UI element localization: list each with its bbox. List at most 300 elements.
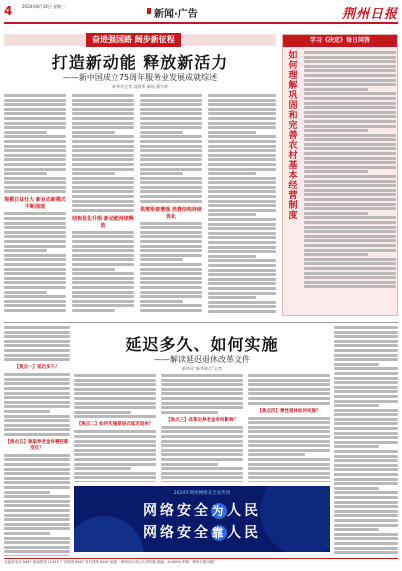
page-footer: 总编室电话 8467 新闻热线 12345 广告热线 8467 发行热线 8467 地址：荆州市沙市区江津东路 邮编：434000 印刷：荆州日报印刷厂	[4, 558, 398, 570]
body-text-line	[208, 145, 276, 148]
body-text-line	[140, 126, 202, 129]
body-text-line	[74, 458, 156, 461]
body-text-line	[334, 335, 398, 338]
body-text-line	[4, 481, 70, 484]
newspaper-logo: 荆州日报	[341, 7, 398, 22]
body-text-line	[4, 523, 70, 526]
body-text-line	[304, 83, 396, 86]
body-text-line	[208, 246, 276, 249]
body-text-line	[4, 286, 66, 289]
body-text-line	[208, 232, 276, 235]
body-text-line	[248, 444, 330, 447]
body-text-line	[161, 397, 243, 400]
body-text-line	[334, 524, 398, 527]
body-text-line	[4, 532, 50, 535]
ad-slogan-line-2	[74, 522, 330, 542]
body-text-line	[140, 277, 202, 280]
body-text-line	[4, 555, 70, 556]
body-text-line	[4, 154, 66, 157]
body-text-line	[140, 272, 202, 275]
body-text-line	[208, 296, 256, 299]
body-text-line	[304, 170, 368, 173]
body-text-line	[4, 226, 66, 229]
body-text-lines	[72, 231, 134, 314]
body-text-line	[161, 406, 243, 409]
body-text-line	[208, 126, 276, 129]
body-text-line	[74, 476, 156, 479]
body-text-line	[4, 428, 70, 431]
top-headline: 打造新动能 释放新活力	[51, 53, 229, 72]
body-text-line	[74, 383, 156, 386]
body-text-line	[140, 186, 202, 189]
body-text-line	[334, 377, 398, 380]
body-text-line	[4, 454, 70, 457]
right-column	[334, 326, 398, 556]
body-text-line	[4, 249, 47, 252]
body-text-line	[4, 172, 47, 175]
body-text-line	[334, 496, 398, 499]
body-text-line	[140, 154, 202, 157]
body-text-line	[72, 177, 134, 180]
body-text-line	[72, 268, 115, 271]
body-text-line	[248, 392, 330, 395]
body-text-lines	[208, 94, 276, 313]
body-text-line	[334, 427, 398, 430]
body-text-line	[208, 264, 276, 267]
body-text-line	[208, 292, 276, 295]
body-text-line	[72, 131, 115, 134]
body-text-line	[248, 453, 305, 456]
top-story	[4, 28, 398, 320]
body-text-line	[334, 363, 379, 366]
body-text-line	[334, 344, 398, 347]
body-text-line	[72, 149, 134, 152]
body-text-line	[4, 131, 47, 134]
body-text-line	[208, 154, 276, 157]
article-column	[248, 374, 330, 482]
body-text-line	[4, 112, 66, 115]
body-text-line	[140, 235, 202, 238]
body-text-line	[4, 240, 66, 243]
body-text-line	[4, 235, 66, 238]
body-text-line	[4, 396, 70, 399]
top-byline: 新华社记者 刘邦华 秦灿 潘为华	[112, 84, 168, 89]
body-text-line	[140, 268, 202, 271]
body-text-line	[304, 60, 396, 63]
body-text-line	[161, 449, 243, 452]
body-text-line	[4, 550, 70, 553]
body-text-line	[334, 537, 398, 540]
body-text-line	[304, 184, 396, 187]
body-text-lines	[72, 94, 134, 212]
body-text-line	[72, 309, 115, 312]
body-text-line	[304, 134, 396, 137]
body-text-line	[4, 135, 66, 138]
body-text-line	[140, 145, 202, 148]
body-text-line	[4, 401, 70, 404]
body-text-line	[208, 112, 276, 115]
body-text-line	[208, 168, 276, 171]
body-text-line	[304, 207, 396, 210]
body-text-line	[334, 464, 398, 467]
body-text-line	[4, 495, 70, 498]
body-text-line	[140, 140, 202, 143]
body-text-line	[304, 193, 396, 196]
body-text-line	[334, 551, 398, 554]
body-text-line	[72, 209, 134, 212]
body-text-line	[72, 163, 134, 166]
body-text-line	[334, 432, 398, 435]
bottom-subtitle: 【焦点三】改革后养老金有何影响？	[166, 417, 238, 423]
body-text-line	[140, 99, 202, 102]
body-text-line	[4, 222, 66, 225]
body-text-line	[304, 152, 396, 155]
body-text-line	[140, 108, 202, 111]
body-text-line	[208, 278, 276, 281]
body-text-line	[4, 410, 50, 413]
body-text-line	[304, 249, 396, 252]
body-text-line	[208, 241, 276, 244]
body-text-line	[4, 463, 70, 466]
body-text-line	[208, 209, 276, 212]
body-text-line	[72, 195, 134, 198]
body-text-line	[334, 482, 398, 485]
body-text-line	[304, 203, 396, 206]
body-text-line	[4, 500, 70, 503]
body-text-line	[4, 158, 66, 161]
bottom-subhead: ——解读延迟退休改革文件	[154, 355, 250, 364]
ad-text: 网络安全	[143, 503, 211, 519]
body-text-line	[72, 99, 134, 102]
body-text-line	[74, 444, 156, 447]
body-text-line	[140, 168, 202, 171]
body-text-line	[4, 231, 66, 234]
body-text-line	[4, 99, 66, 102]
body-text-line	[161, 472, 243, 475]
body-text-line	[74, 397, 156, 400]
body-text-line	[140, 245, 202, 248]
body-text-lines	[4, 94, 66, 193]
section-marker	[147, 8, 151, 14]
body-text-line	[74, 481, 156, 482]
body-text-line	[72, 304, 134, 307]
body-text-line	[248, 397, 330, 400]
body-text-line	[72, 172, 115, 175]
body-text-line	[4, 486, 70, 489]
body-text-line	[4, 117, 66, 120]
body-text-line	[4, 94, 66, 97]
body-text-line	[334, 331, 398, 334]
body-text-line	[248, 449, 330, 452]
top-subhead: ——新中国成立75周年服务业发展成就综述	[62, 73, 218, 82]
body-text-line	[4, 382, 70, 385]
body-text-line	[4, 433, 70, 436]
body-text-line	[140, 309, 202, 312]
body-text-line	[161, 440, 243, 443]
body-text-line	[304, 226, 396, 229]
ad-slogan-line-1	[74, 500, 330, 520]
body-text-line	[161, 374, 243, 377]
body-text-line	[72, 94, 134, 97]
body-text-line	[72, 190, 134, 193]
body-text-line	[304, 74, 396, 77]
body-text-line	[208, 177, 276, 180]
body-text-line	[4, 373, 70, 376]
body-text-line	[334, 354, 398, 357]
body-text-line	[304, 262, 396, 265]
body-text-line	[304, 65, 396, 68]
body-text-line	[72, 272, 134, 275]
body-text-line	[140, 103, 202, 106]
body-text-line	[140, 131, 183, 134]
body-text-line	[304, 125, 396, 128]
body-text-line	[208, 287, 276, 290]
body-text-line	[208, 172, 256, 175]
body-text-line	[72, 168, 134, 171]
body-text-line	[248, 458, 330, 461]
body-text-line	[334, 505, 398, 508]
body-text-line	[72, 103, 134, 106]
body-text-line	[74, 388, 156, 391]
body-text-line	[334, 501, 398, 504]
body-text-line	[208, 190, 276, 193]
body-text-line	[4, 140, 66, 143]
body-text-line	[74, 379, 156, 382]
body-text-line	[208, 305, 276, 308]
body-text-line	[74, 467, 131, 470]
body-text-line	[208, 282, 276, 285]
body-text-line	[334, 358, 398, 361]
body-text-line	[4, 546, 70, 549]
body-text-line	[72, 240, 134, 243]
body-text-line	[4, 415, 70, 418]
body-text-line	[208, 310, 276, 313]
body-text-line	[208, 163, 276, 166]
body-text-line	[161, 430, 243, 433]
article-column	[208, 94, 276, 314]
body-text-lines	[248, 417, 330, 482]
body-text-line	[140, 135, 202, 138]
body-text-line	[74, 453, 156, 456]
body-text-line	[334, 404, 379, 407]
body-text-line	[140, 281, 202, 284]
article-column	[72, 94, 134, 314]
body-text-line	[74, 435, 156, 438]
body-text-line	[334, 418, 398, 421]
body-text-line	[4, 349, 70, 352]
body-text-line	[140, 291, 202, 294]
body-text-line	[334, 340, 398, 343]
body-text-line	[72, 112, 134, 115]
body-text-line	[304, 244, 396, 247]
body-text-line	[161, 426, 243, 429]
body-text-line	[304, 221, 396, 224]
body-text-line	[304, 69, 396, 72]
body-text-line	[72, 122, 134, 125]
body-text-line	[208, 186, 276, 189]
article-subtitle: 结构优化升级 新动能持续释放	[72, 215, 134, 229]
body-text-line	[140, 195, 202, 198]
body-text-line	[208, 94, 276, 97]
body-text-line	[304, 272, 396, 275]
body-text-line	[161, 388, 243, 391]
body-text-line	[304, 138, 396, 141]
qa-vertical-title: 如何理解巩固和完善农村基本经营制度	[288, 51, 298, 221]
body-text-line	[72, 126, 134, 129]
body-text-line	[304, 189, 396, 192]
body-text-line	[4, 254, 66, 257]
body-text-line	[334, 441, 398, 444]
body-text-line	[248, 426, 330, 429]
body-text-line	[4, 281, 66, 284]
body-text-line	[161, 476, 243, 479]
body-text-line	[304, 281, 396, 284]
body-text-line	[4, 541, 70, 544]
body-text-line	[334, 455, 398, 458]
body-text-line	[140, 122, 202, 125]
bottom-story	[4, 326, 398, 558]
body-text-line	[74, 463, 156, 466]
body-text-line	[208, 255, 256, 258]
body-text-line	[304, 51, 396, 54]
body-text-line	[4, 177, 66, 180]
body-text-line	[334, 473, 398, 476]
body-text-lines	[74, 430, 156, 482]
body-text-line	[248, 463, 330, 466]
body-text-line	[334, 413, 398, 416]
body-text-lines	[4, 326, 70, 361]
body-text-line	[72, 291, 134, 294]
body-text-line	[4, 424, 70, 427]
body-text-line	[72, 249, 134, 252]
body-text-line	[4, 263, 66, 266]
body-text-line	[140, 300, 183, 303]
body-text-line	[304, 230, 396, 233]
body-text-line	[248, 402, 330, 405]
body-text-line	[161, 383, 243, 386]
body-text-line	[161, 411, 218, 414]
body-text-line	[334, 386, 398, 389]
body-text-line	[74, 472, 156, 475]
bottom-headline: 延迟多久、如何实施	[125, 335, 279, 354]
body-text-lines	[161, 374, 243, 414]
body-text-line	[334, 459, 398, 462]
body-text-line	[4, 331, 70, 334]
body-text-line	[72, 145, 134, 148]
body-text-line	[72, 231, 134, 234]
body-text-line	[140, 181, 202, 184]
body-text-line	[4, 309, 66, 312]
body-text-line	[72, 286, 134, 289]
body-text-line	[72, 140, 134, 143]
body-text-line	[4, 122, 66, 125]
body-text-line	[208, 213, 256, 216]
body-text-line	[304, 147, 396, 150]
cybersecurity-ad	[74, 486, 330, 552]
body-text-line	[4, 304, 66, 307]
body-text-line	[208, 158, 276, 161]
body-text-line	[4, 272, 66, 275]
article-subtitle: 规模日益壮大 新业态新模式不断涌现	[4, 197, 66, 211]
body-text-line	[72, 117, 134, 120]
body-text-line	[304, 157, 396, 160]
body-text-line	[4, 217, 66, 220]
body-text-line	[334, 326, 398, 329]
body-text-line	[304, 88, 368, 91]
body-text-lines	[4, 212, 66, 314]
body-text-line	[208, 250, 276, 253]
body-text-line	[72, 154, 134, 157]
body-text-line	[248, 476, 330, 479]
body-text-line	[72, 181, 134, 184]
body-text-line	[248, 379, 330, 382]
left-column	[4, 326, 70, 556]
body-text-line	[140, 163, 202, 166]
body-text-line	[208, 204, 276, 207]
body-text-line	[72, 281, 134, 284]
body-text-line	[4, 392, 70, 395]
body-text-line	[304, 111, 396, 114]
body-text-line	[208, 131, 256, 134]
article-column	[140, 94, 202, 314]
body-text-line	[208, 103, 276, 106]
body-text-line	[74, 411, 131, 414]
body-text-lines	[140, 222, 202, 314]
body-text-line	[248, 374, 330, 377]
body-text-lines	[74, 374, 156, 418]
body-text-line	[208, 117, 276, 120]
body-text-line	[334, 487, 379, 490]
body-text-lines	[334, 326, 398, 554]
body-text-line	[72, 254, 134, 257]
body-text-line	[334, 372, 398, 375]
body-text-line	[248, 383, 330, 386]
body-text-line	[334, 409, 398, 412]
body-text-line	[304, 175, 396, 178]
qa-panel-header: 学习《决定》每日问答	[283, 35, 397, 47]
article-column	[74, 374, 156, 482]
body-text-line	[304, 129, 368, 132]
body-text-line	[4, 358, 70, 361]
body-text-line	[4, 300, 66, 303]
body-text-line	[4, 458, 70, 461]
body-text-line	[140, 249, 202, 252]
body-text-line	[72, 235, 134, 238]
body-text-line	[4, 340, 70, 343]
body-text-line	[74, 430, 156, 433]
body-text-line	[4, 504, 70, 507]
body-text-line	[304, 161, 396, 164]
body-text-line	[74, 440, 156, 443]
body-text-line	[4, 537, 70, 540]
body-text-line	[334, 519, 398, 522]
body-text-line	[304, 79, 396, 82]
page-number: 4	[4, 4, 13, 18]
body-text-line	[140, 258, 183, 261]
body-text-line	[334, 528, 379, 531]
body-text-line	[140, 231, 202, 234]
body-text-line	[208, 195, 276, 198]
section-title: 新闻·广告	[154, 9, 198, 20]
body-text-line	[208, 149, 276, 152]
body-text-line	[140, 286, 202, 289]
body-text-line	[304, 166, 396, 169]
body-text-line	[248, 481, 330, 482]
body-text-line	[140, 254, 202, 257]
body-text-line	[208, 108, 276, 111]
body-text-line	[72, 186, 134, 189]
body-text-line	[208, 135, 276, 138]
